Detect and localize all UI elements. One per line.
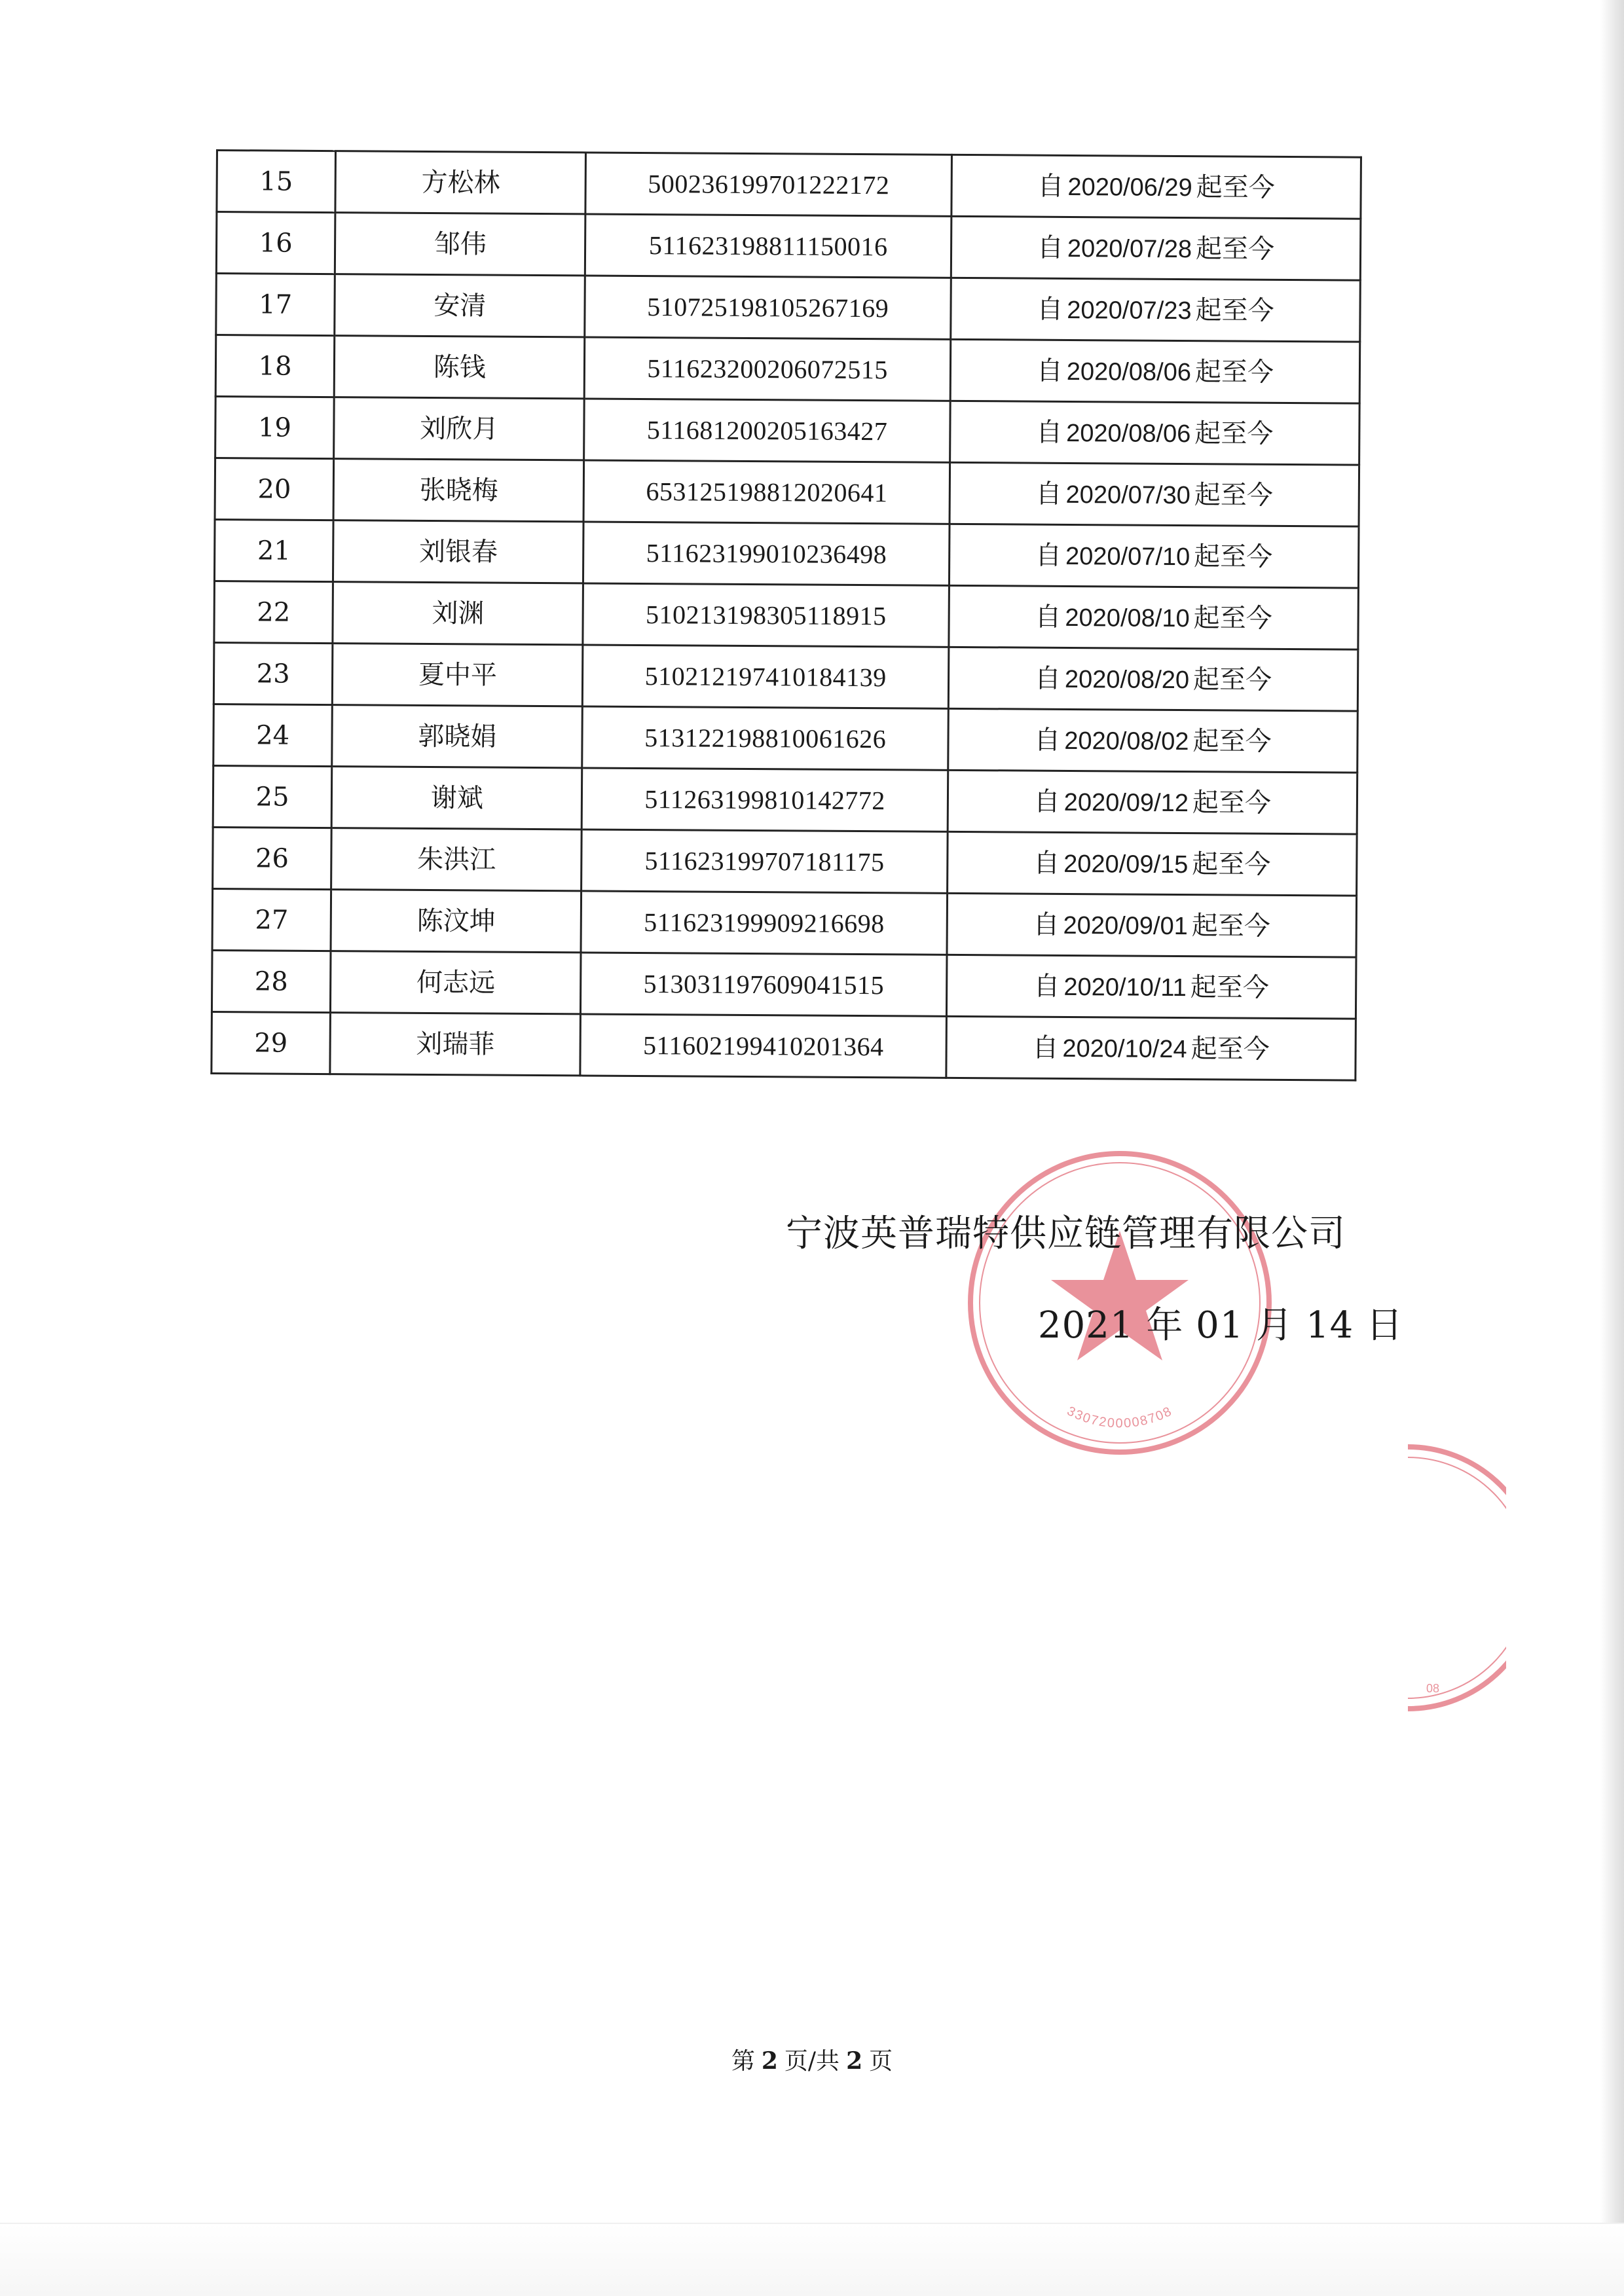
start-date: 2020/10/24 bbox=[1062, 1034, 1187, 1063]
period-prefix: 自 bbox=[1037, 232, 1064, 263]
period-suffix: 起至今 bbox=[1193, 602, 1272, 633]
table-row bbox=[212, 888, 1357, 957]
footer-post: 页 bbox=[869, 2048, 893, 2075]
employment-period bbox=[950, 401, 1359, 465]
period-prefix: 自 bbox=[1035, 602, 1061, 632]
period-suffix: 起至今 bbox=[1192, 664, 1272, 695]
row-number: 29 bbox=[212, 1011, 331, 1074]
table-row bbox=[213, 765, 1357, 834]
start-date: 2020/08/10 bbox=[1065, 604, 1190, 632]
id-number: 510213198305118915 bbox=[583, 583, 949, 647]
start-date: 2020/07/23 bbox=[1067, 296, 1192, 325]
row-number: 19 bbox=[215, 397, 335, 459]
seal-number: 3307200008708 bbox=[1064, 1404, 1175, 1431]
table-row bbox=[214, 581, 1359, 649]
period-suffix: 起至今 bbox=[1196, 172, 1275, 202]
row-number: 20 bbox=[215, 458, 334, 520]
period-suffix: 起至今 bbox=[1192, 848, 1271, 879]
id-number: 500236199701222172 bbox=[585, 153, 951, 216]
start-date: 2020/09/12 bbox=[1063, 788, 1189, 817]
start-date: 2020/07/10 bbox=[1065, 542, 1190, 571]
period-suffix: 起至今 bbox=[1195, 233, 1275, 264]
period-suffix: 起至今 bbox=[1192, 787, 1272, 818]
period-prefix: 自 bbox=[1033, 786, 1060, 816]
employee-name: 刘欣月 bbox=[334, 397, 585, 460]
employee-name: 谢斌 bbox=[331, 767, 582, 829]
employment-period bbox=[949, 524, 1359, 588]
period-prefix: 自 bbox=[1036, 355, 1063, 386]
employee-name: 张晓梅 bbox=[333, 459, 584, 522]
id-number: 511623198811150016 bbox=[585, 214, 951, 278]
employment-period bbox=[948, 708, 1358, 773]
employee-name: 刘瑞菲 bbox=[330, 1013, 581, 1076]
id-number: 511623199909216698 bbox=[581, 891, 947, 955]
start-date: 2020/09/01 bbox=[1063, 911, 1188, 940]
id-number: 511681200205163427 bbox=[584, 399, 950, 462]
period-suffix: 起至今 bbox=[1190, 972, 1269, 1002]
row-number: 18 bbox=[215, 335, 335, 397]
employee-name: 刘银春 bbox=[333, 520, 584, 583]
employment-period bbox=[948, 770, 1357, 834]
signature-date: 2021 年 01 月 14 日 bbox=[1038, 1304, 1404, 1347]
table-row bbox=[215, 335, 1360, 404]
period-prefix: 自 bbox=[1036, 417, 1063, 447]
id-number: 511623199707181175 bbox=[581, 829, 948, 893]
id-number: 511602199410201364 bbox=[580, 1014, 946, 1078]
period-suffix: 起至今 bbox=[1194, 418, 1274, 448]
id-number: 511263199810142772 bbox=[582, 768, 948, 831]
employment-period bbox=[949, 585, 1359, 649]
employee-table-body bbox=[212, 151, 1361, 1081]
start-date: 2020/08/02 bbox=[1064, 727, 1189, 756]
employee-name: 夏中平 bbox=[333, 644, 583, 706]
employee-name: 朱洪江 bbox=[331, 828, 582, 891]
period-prefix: 自 bbox=[1037, 294, 1063, 324]
row-number: 21 bbox=[214, 519, 333, 581]
row-number: 16 bbox=[216, 212, 335, 274]
period-suffix: 起至今 bbox=[1194, 356, 1274, 387]
table-row bbox=[212, 950, 1356, 1019]
id-number: 511623199010236498 bbox=[583, 522, 950, 585]
employee-table bbox=[210, 149, 1362, 1082]
employment-period bbox=[948, 647, 1358, 711]
table-row bbox=[213, 704, 1358, 773]
scan-bottom-edge bbox=[0, 2223, 1624, 2296]
start-date: 2020/07/28 bbox=[1067, 234, 1192, 263]
start-date: 2020/08/06 bbox=[1066, 419, 1191, 448]
table-row bbox=[213, 827, 1357, 896]
page-footer bbox=[0, 2043, 1624, 2076]
row-number: 28 bbox=[212, 950, 331, 1012]
period-suffix: 起至今 bbox=[1192, 725, 1272, 756]
employee-name: 郭晓娟 bbox=[332, 705, 583, 768]
employee-name: 陈钱 bbox=[334, 336, 585, 399]
table-row bbox=[213, 642, 1358, 711]
footer-page-total: 2 bbox=[846, 2047, 863, 2075]
period-suffix: 起至今 bbox=[1194, 479, 1273, 510]
employee-name: 方松林 bbox=[335, 151, 586, 214]
employee-name: 安清 bbox=[335, 274, 585, 337]
employment-period bbox=[947, 893, 1357, 957]
period-suffix: 起至今 bbox=[1191, 910, 1270, 941]
period-prefix: 自 bbox=[1032, 1032, 1059, 1063]
period-prefix: 自 bbox=[1033, 909, 1060, 939]
period-prefix: 自 bbox=[1037, 171, 1064, 201]
row-number: 22 bbox=[214, 581, 333, 643]
employee-name: 刘渊 bbox=[333, 582, 583, 645]
employment-period bbox=[951, 155, 1361, 219]
table-row bbox=[212, 1011, 1356, 1080]
employment-period bbox=[947, 831, 1357, 896]
employee-name: 陈汶坤 bbox=[331, 890, 581, 953]
footer-page-number: 2 bbox=[761, 2047, 778, 2075]
row-number: 23 bbox=[213, 642, 333, 704]
id-number: 513122198810061626 bbox=[582, 706, 948, 770]
start-date: 2020/08/20 bbox=[1064, 665, 1190, 694]
table-row bbox=[216, 274, 1361, 342]
row-number: 27 bbox=[212, 888, 331, 951]
employment-period bbox=[946, 955, 1356, 1019]
start-date: 2020/07/30 bbox=[1065, 481, 1190, 509]
employment-period bbox=[951, 278, 1361, 342]
table-row bbox=[215, 397, 1360, 465]
employee-name: 邹伟 bbox=[335, 213, 586, 276]
employment-period bbox=[951, 216, 1361, 280]
start-date: 2020/08/06 bbox=[1066, 357, 1192, 386]
period-prefix: 自 bbox=[1034, 725, 1061, 755]
start-date: 2020/10/11 bbox=[1063, 973, 1187, 1002]
row-number: 24 bbox=[213, 704, 333, 766]
id-number: 510725198105267169 bbox=[585, 276, 951, 339]
row-number: 15 bbox=[217, 151, 336, 213]
seal-number-partial: 08 bbox=[1426, 1682, 1440, 1695]
period-suffix: 起至今 bbox=[1190, 1033, 1270, 1064]
footer-mid: 页/共 bbox=[784, 2048, 840, 2075]
period-prefix: 自 bbox=[1033, 848, 1060, 878]
table-row bbox=[216, 212, 1361, 281]
period-prefix: 自 bbox=[1035, 540, 1062, 570]
table-row bbox=[214, 519, 1359, 588]
row-number: 25 bbox=[213, 765, 332, 828]
period-suffix: 起至今 bbox=[1195, 295, 1274, 325]
period-suffix: 起至今 bbox=[1194, 541, 1273, 572]
period-prefix: 自 bbox=[1033, 971, 1060, 1001]
company-name: 宁波英普瑞特供应链管理有限公司 bbox=[786, 1212, 1346, 1255]
employment-period bbox=[950, 462, 1359, 526]
employee-name: 何志远 bbox=[331, 951, 581, 1014]
footer-pre: 第 bbox=[731, 2048, 755, 2075]
id-number: 653125198812020641 bbox=[584, 460, 950, 524]
id-number: 510212197410184139 bbox=[583, 645, 949, 708]
employment-period bbox=[950, 339, 1360, 403]
period-prefix: 自 bbox=[1034, 663, 1061, 693]
period-prefix: 自 bbox=[1035, 479, 1062, 509]
table-row bbox=[217, 151, 1361, 219]
start-date: 2020/06/29 bbox=[1067, 173, 1192, 202]
start-date: 2020/09/15 bbox=[1063, 850, 1189, 879]
row-number: 17 bbox=[216, 274, 335, 336]
cross-page-seal bbox=[1401, 1440, 1506, 1715]
scan-edge bbox=[1600, 0, 1624, 2296]
employment-period bbox=[946, 1016, 1356, 1080]
row-number: 26 bbox=[213, 827, 332, 889]
id-number: 513031197609041515 bbox=[581, 953, 947, 1016]
id-number: 511623200206072515 bbox=[585, 337, 951, 401]
table-row bbox=[215, 458, 1359, 527]
